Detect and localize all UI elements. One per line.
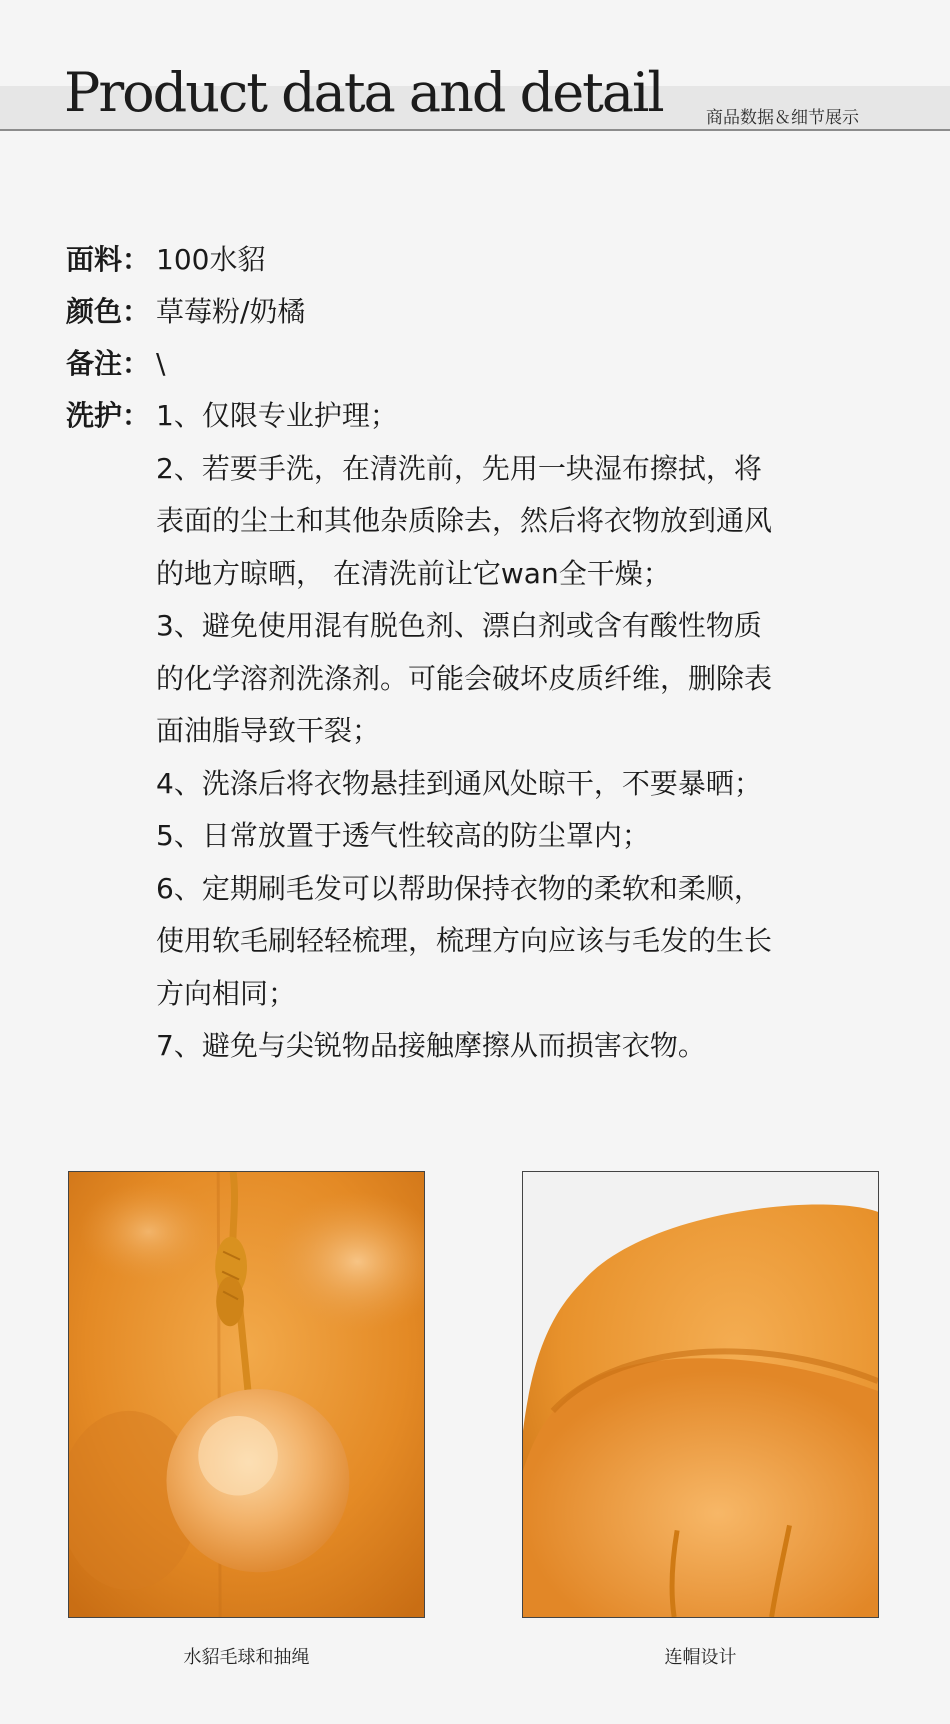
page-subtitle: 商品数据＆细节展示: [706, 108, 859, 128]
spec-label-note: 备注：: [66, 347, 151, 380]
care-line: 7、避免与尖锐物品接触摩擦从而损害衣物。: [156, 1029, 706, 1062]
care-instructions: [156, 390, 866, 1073]
photo-pompom-drawstring: [68, 1171, 425, 1618]
spec-label-care: 洗护：: [66, 399, 151, 432]
care-line: 3、避免使用混有脱色剂、漂白剂或含有酸性物质: [156, 609, 762, 642]
care-line: 4、洗涤后将衣物悬挂到通风处晾干，不要暴晒；: [156, 766, 762, 800]
page-title: Product data and detail: [64, 61, 663, 124]
care-line: 表面的尘土和其他杂质除去，然后将衣物放到通风: [156, 504, 773, 537]
photo-hood-design: [522, 1171, 879, 1618]
spec-value-fabric: 100水貂: [156, 243, 266, 276]
photo-caption-pompom: 水貂毛球和抽绳: [183, 1647, 310, 1668]
care-line: 方向相同；: [156, 976, 297, 1010]
spec-row-color: [66, 286, 866, 338]
spec-row-care: [66, 390, 866, 1073]
spec-value-color: 草莓粉/奶橘: [156, 295, 306, 328]
header-divider: [0, 129, 950, 131]
care-line: 1、仅限专业护理；: [156, 399, 398, 432]
care-line: 的化学溶剂洗涤剂。可能会破坏皮质纤维，删除表: [156, 661, 773, 695]
care-line: 使用软毛刷轻轻梳理，梳理方向应该与毛发的生长: [156, 924, 773, 957]
spec-label-color: 颜色：: [66, 295, 151, 328]
spec-label-fabric: 面料：: [66, 243, 151, 276]
care-line: 6、定期刷毛发可以帮助保持衣物的柔软和柔顺，: [156, 871, 762, 905]
photo-caption-hood: 连帽设计: [664, 1647, 737, 1668]
spec-row-note: [66, 338, 866, 390]
spec-row-fabric: [66, 234, 866, 286]
spec-list: [66, 234, 866, 1073]
care-line: 2、若要手洗，在清洗前，先用一块湿布擦拭，将: [156, 451, 762, 485]
care-line: 5、日常放置于透气性较高的防尘罩内；: [156, 819, 650, 852]
care-line: 的地方晾晒， 在清洗前让它wan全干燥；: [156, 556, 671, 590]
spec-value-note: \: [156, 347, 166, 380]
care-line: 面油脂导致干裂；: [156, 714, 381, 747]
